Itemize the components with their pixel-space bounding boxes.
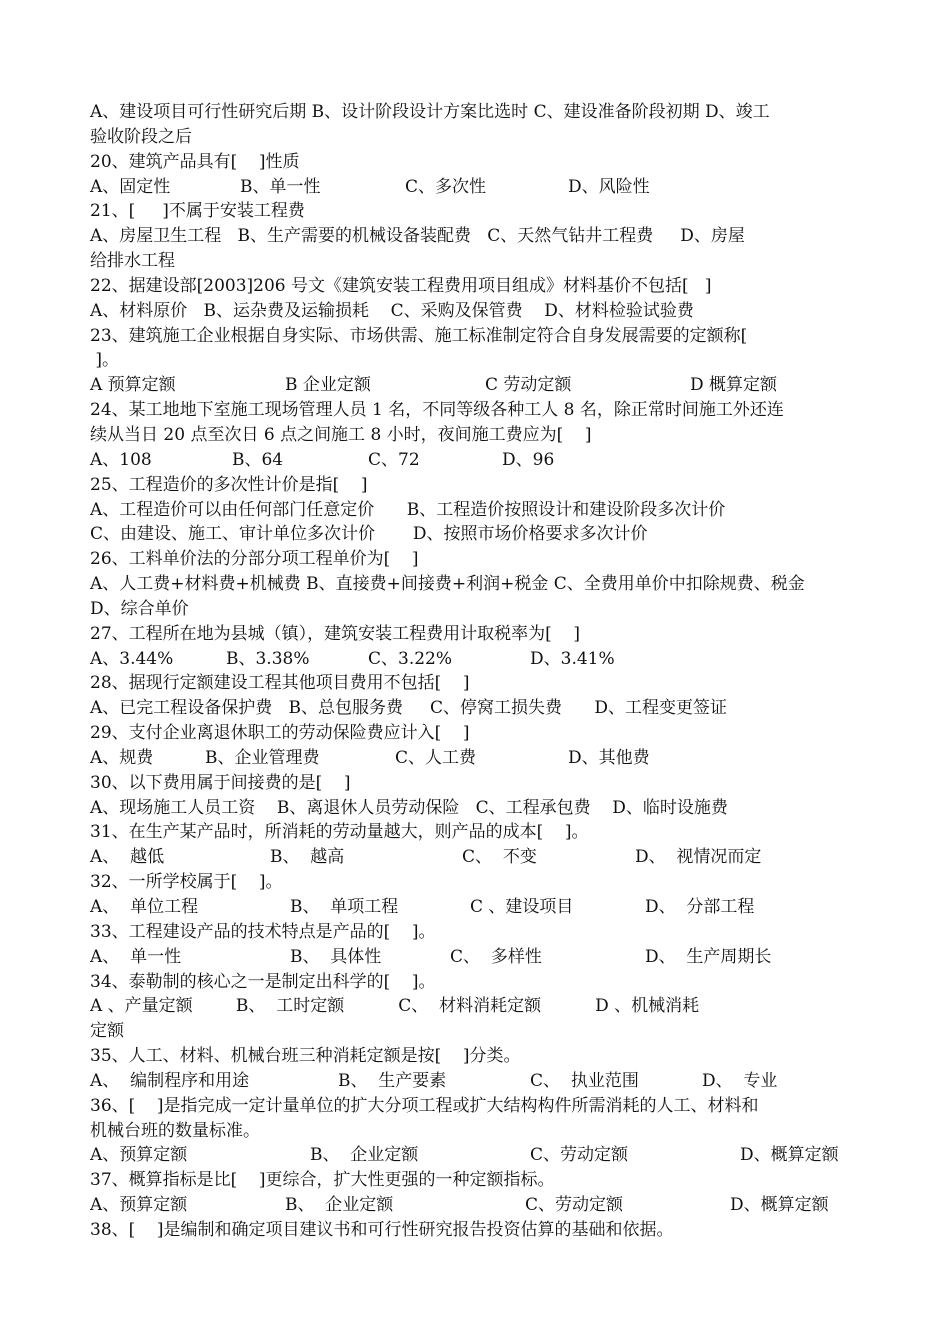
answer-option: C、多次性 [405,176,487,197]
text-line: 29、支付企业离退休职工的劳动保险费应计入[ ] [90,723,470,744]
answer-option: B、 越高 [270,847,345,868]
text-line: A 、产量定额 B、 工时定额 C、 材料消耗定额 D 、机械消耗 [90,996,700,1017]
text-line: A、人工费+材料费+机械费 B、直接费+间接费+利润+税金 C、全费用单价中扣除规费、税金 [90,574,805,595]
answer-option: C、3.22% [368,648,453,669]
answer-option: D、其他费 [568,747,650,768]
text-line: 21、[ ]不属于安装工程费 [90,201,305,222]
text-line: 给排水工程 [90,251,175,272]
answer-option: A、预算定额 [90,1145,188,1166]
answer-option: D、风险性 [568,176,650,197]
text-line: 30、以下费用属于间接费的是[ ] [90,772,351,793]
answer-option: B、单一性 [240,176,321,197]
answer-option: B 企业定额 [285,375,371,396]
options-line [90,746,865,771]
answer-option: B、 企业定额 [310,1145,419,1166]
text-line: 35、人工、材料、机械台班三种消耗定额是按[ ]分类。 [90,1046,521,1067]
text-line: A、现场施工人员工资 B、离退休人员劳动保险 C、工程承包费 D、临时设施费 [90,797,728,818]
text-line: 续从当日 20 点至次日 6 点之间施工 8 小时，夜间施工费应为[ ] [90,424,592,445]
text-line: 32、一所学校属于[ ]。 [90,872,283,893]
answer-option: A、固定性 [90,176,171,197]
answer-option: D、3.41% [530,648,615,669]
options-line [90,845,865,870]
options-line [90,373,865,398]
text-line: 27、工程所在地为县城（镇），建筑安装工程费用计取税率为[ ] [90,623,581,644]
text-line: 23、建筑施工企业根据自身实际、市场供需、施工标准制定符合自身发展需要的定额称[ [90,325,748,346]
answer-option: B、3.38% [226,648,310,669]
answer-option: A、3.44% [90,648,174,669]
text-line: 33、工程建设产品的技术特点是产品的[ ]。 [90,921,436,942]
answer-option: C、人工费 [395,747,477,768]
answer-option: A、 单位工程 [90,897,199,917]
answer-option: B、64 [232,449,284,470]
text-line: 定额 [90,1021,124,1042]
text-line: 20、建筑产品具有[ ]性质 [90,151,300,172]
answer-option: B、 具体性 [290,946,382,967]
text-line: A、材料原价 B、运杂费及运输损耗 C、采购及保管费 D、材料检验试验费 [90,300,694,321]
text-line: 24、某工地地下室施工现场管理人员 1 名，不同等级各种工人 8 名，除正常时间施工外还连 [90,400,784,421]
text-line: A、建设项目可行性研究后期 B、设计阶段设计方案比选时 C、建设准备阶段初期 D、竣工 [90,102,770,122]
options-line [90,175,865,200]
answer-option: B、 单项工程 [290,897,399,917]
text-line: A、房屋卫生工程 B、生产需要的机械设备装配费 C、天然气钻井工程费 D、房屋 [90,226,745,247]
answer-option: B、 生产要素 [338,1070,447,1091]
options-line [90,647,865,672]
text-line: ]。 [90,350,120,371]
answer-option: D、96 [502,449,555,470]
text-line: 36、[ ]是指完成一定计量单位的扩大分项工程或扩大结构构件所需消耗的人工、材料和 [90,1095,759,1116]
options-line [90,895,865,920]
text-line: 22、据建设部[2003]206 号文《建筑安装工程费用项目组成》材料基价不包括[ ] [90,275,712,296]
answer-option: D、概算定额 [730,1195,829,1216]
text-line: 37、概算指标是比[ ]更综合，扩大性更强的一种定额指标。 [90,1170,555,1191]
answer-option: B、 企业定额 [285,1195,394,1216]
answer-option: C 劳动定额 [485,375,572,396]
options-line [90,1143,865,1168]
text-line: 机械台班的数量标准。 [90,1120,260,1141]
text-line: 34、泰勒制的核心之一是制定出科学的[ ]。 [90,971,436,992]
answer-option: C、 执业范围 [530,1070,639,1091]
answer-option: C、劳动定额 [530,1145,629,1166]
text-line: C、由建设、施工、审计单位多次计价 D、按照市场价格要求多次计价 [90,524,648,545]
answer-option: D、概算定额 [740,1145,839,1166]
answer-option: A 预算定额 [90,375,176,396]
answer-option: D 概算定额 [690,375,778,396]
answer-option: D、 生产周期长 [645,946,772,967]
answer-option: D、 专业 [702,1070,778,1091]
answer-option: D、 视情况而定 [635,847,762,868]
answer-option: A、预算定额 [90,1195,188,1216]
answer-option: C、 多样性 [450,946,542,967]
options-line [90,448,865,473]
answer-option: B、企业管理费 [205,747,320,768]
text-line: 26、工料单价法的分部分项工程单价为[ ] [90,549,419,570]
answer-option: C、劳动定额 [525,1195,624,1216]
text-line: A、已完工程设备保护费 B、总包服务费 C、停窝工损失费 D、工程变更签证 [90,698,728,719]
answer-option: A、规费 [90,747,154,768]
options-line [90,1193,865,1218]
answer-option: C、72 [368,449,420,470]
options-line [90,1069,865,1094]
answer-option: C、 不变 [462,847,537,868]
answer-option: D、 分部工程 [645,897,755,917]
answer-option: A、 越低 [90,847,165,868]
answer-option: A、 编制程序和用途 [90,1070,250,1091]
text-line: 25、工程造价的多次性计价是指[ ] [90,474,368,495]
document-page [90,100,865,1243]
text-line: A、工程造价可以由任何部门任意定价 B、工程造价按照设计和建设阶段多次计价 [90,499,726,520]
text-line: 38、[ ]是编制和确定项目建议书和可行性研究报告投资估算的基础和依据。 [90,1219,674,1240]
answer-option: A、 单一性 [90,946,182,967]
text-line: D、综合单价 [90,598,189,619]
text-line: 验收阶段之后 [90,126,192,147]
text-line: 31、在生产某产品时，所消耗的劳动量越大，则产品的成本[ ]。 [90,822,589,843]
answer-option: C 、建设项目 [470,897,574,917]
options-line [90,945,865,970]
answer-option: A、108 [90,449,152,470]
text-line: 28、据现行定额建设工程其他项目费用不包括[ ] [90,673,470,694]
